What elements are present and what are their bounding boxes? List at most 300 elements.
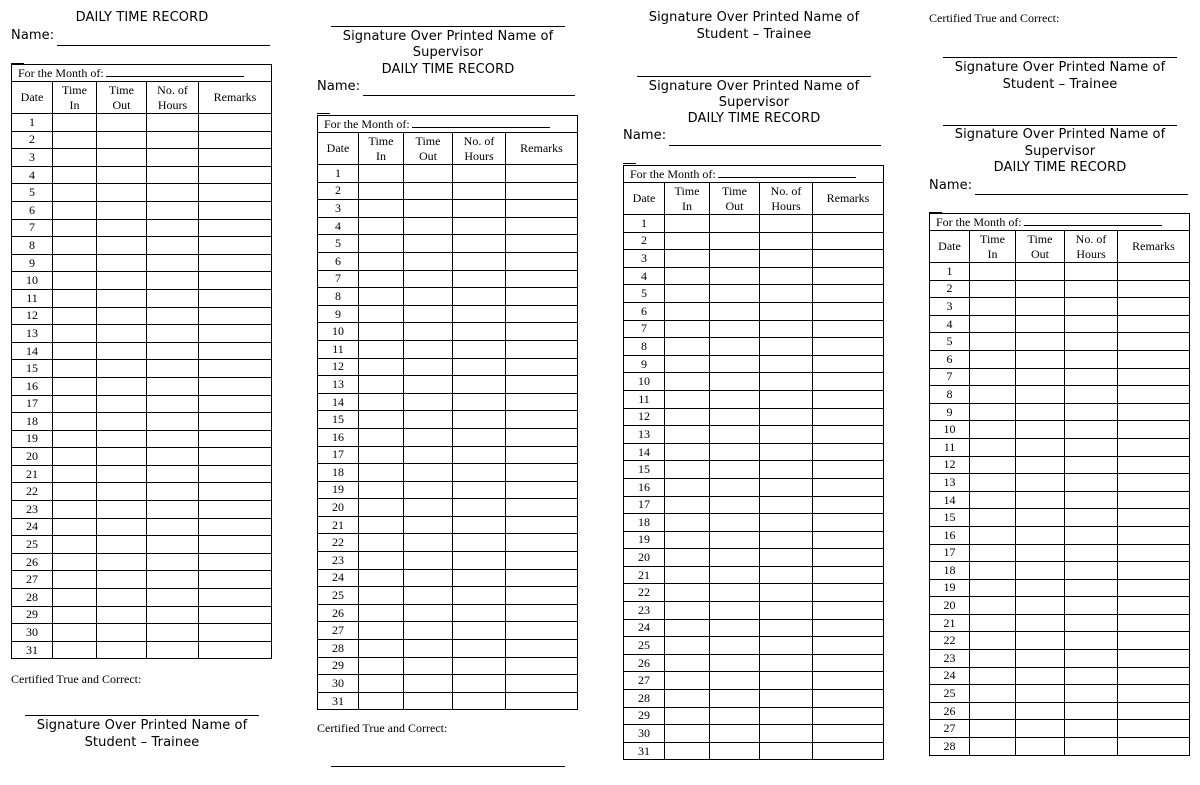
time-in-cell[interactable] bbox=[665, 461, 710, 479]
hours-cell[interactable] bbox=[760, 496, 813, 514]
hours-cell[interactable] bbox=[1065, 298, 1118, 316]
hours-cell[interactable] bbox=[760, 707, 813, 725]
month-field[interactable] bbox=[718, 167, 856, 178]
remarks-cell[interactable] bbox=[813, 338, 884, 356]
time-in-cell[interactable] bbox=[53, 571, 97, 589]
time-in-cell[interactable] bbox=[359, 692, 404, 710]
time-out-cell[interactable] bbox=[404, 217, 453, 235]
hours-cell[interactable] bbox=[1065, 614, 1118, 632]
time-out-cell[interactable] bbox=[710, 443, 760, 461]
remarks-cell[interactable] bbox=[506, 270, 578, 288]
hours-cell[interactable] bbox=[453, 376, 506, 394]
remarks-cell[interactable] bbox=[506, 534, 578, 552]
time-out-cell[interactable] bbox=[97, 589, 147, 607]
time-out-cell[interactable] bbox=[1016, 263, 1065, 281]
hours-cell[interactable] bbox=[147, 307, 199, 325]
time-out-cell[interactable] bbox=[710, 514, 760, 532]
time-out-cell[interactable] bbox=[97, 272, 147, 290]
remarks-cell[interactable] bbox=[813, 672, 884, 690]
hours-cell[interactable] bbox=[760, 320, 813, 338]
remarks-cell[interactable] bbox=[506, 464, 578, 482]
time-in-cell[interactable] bbox=[53, 254, 97, 272]
time-in-cell[interactable] bbox=[53, 413, 97, 431]
time-out-cell[interactable] bbox=[1016, 667, 1065, 685]
signature-line[interactable] bbox=[943, 125, 1177, 126]
hours-cell[interactable] bbox=[760, 338, 813, 356]
hours-cell[interactable] bbox=[760, 725, 813, 743]
time-in-cell[interactable] bbox=[970, 368, 1016, 386]
remarks-cell[interactable] bbox=[1118, 333, 1190, 351]
time-out-cell[interactable] bbox=[97, 131, 147, 149]
time-out-cell[interactable] bbox=[1016, 403, 1065, 421]
time-out-cell[interactable] bbox=[404, 675, 453, 693]
time-out-cell[interactable] bbox=[710, 690, 760, 708]
hours-cell[interactable] bbox=[453, 692, 506, 710]
hours-cell[interactable] bbox=[760, 531, 813, 549]
signature-line[interactable] bbox=[943, 57, 1177, 58]
time-in-cell[interactable] bbox=[665, 637, 710, 655]
remarks-cell[interactable] bbox=[813, 742, 884, 760]
remarks-cell[interactable] bbox=[813, 637, 884, 655]
time-in-cell[interactable] bbox=[359, 499, 404, 517]
time-out-cell[interactable] bbox=[404, 428, 453, 446]
remarks-cell[interactable] bbox=[199, 553, 272, 571]
remarks-cell[interactable] bbox=[1118, 438, 1190, 456]
time-out-cell[interactable] bbox=[97, 483, 147, 501]
remarks-cell[interactable] bbox=[813, 654, 884, 672]
time-out-cell[interactable] bbox=[97, 571, 147, 589]
hours-cell[interactable] bbox=[1065, 368, 1118, 386]
remarks-cell[interactable] bbox=[199, 166, 272, 184]
hours-cell[interactable] bbox=[1065, 526, 1118, 544]
hours-cell[interactable] bbox=[147, 483, 199, 501]
time-in-cell[interactable] bbox=[970, 298, 1016, 316]
remarks-cell[interactable] bbox=[506, 411, 578, 429]
remarks-cell[interactable] bbox=[813, 478, 884, 496]
time-in-cell[interactable] bbox=[665, 320, 710, 338]
time-out-cell[interactable] bbox=[1016, 456, 1065, 474]
remarks-cell[interactable] bbox=[506, 428, 578, 446]
hours-cell[interactable] bbox=[453, 393, 506, 411]
time-in-cell[interactable] bbox=[359, 288, 404, 306]
time-out-cell[interactable] bbox=[1016, 333, 1065, 351]
time-out-cell[interactable] bbox=[404, 165, 453, 183]
time-in-cell[interactable] bbox=[970, 438, 1016, 456]
hours-cell[interactable] bbox=[760, 566, 813, 584]
time-in-cell[interactable] bbox=[359, 235, 404, 253]
hours-cell[interactable] bbox=[147, 536, 199, 554]
time-out-cell[interactable] bbox=[404, 270, 453, 288]
remarks-cell[interactable] bbox=[813, 566, 884, 584]
remarks-cell[interactable] bbox=[199, 149, 272, 167]
time-in-cell[interactable] bbox=[359, 428, 404, 446]
hours-cell[interactable] bbox=[147, 254, 199, 272]
time-out-cell[interactable] bbox=[97, 184, 147, 202]
remarks-cell[interactable] bbox=[813, 707, 884, 725]
remarks-cell[interactable] bbox=[1118, 350, 1190, 368]
time-out-cell[interactable] bbox=[1016, 491, 1065, 509]
remarks-cell[interactable] bbox=[506, 552, 578, 570]
remarks-cell[interactable] bbox=[1118, 738, 1190, 756]
hours-cell[interactable] bbox=[760, 285, 813, 303]
time-out-cell[interactable] bbox=[1016, 562, 1065, 580]
time-out-cell[interactable] bbox=[404, 464, 453, 482]
remarks-cell[interactable] bbox=[506, 182, 578, 200]
time-in-cell[interactable] bbox=[665, 549, 710, 567]
time-out-cell[interactable] bbox=[97, 448, 147, 466]
remarks-cell[interactable] bbox=[813, 496, 884, 514]
time-out-cell[interactable] bbox=[1016, 597, 1065, 615]
hours-cell[interactable] bbox=[760, 619, 813, 637]
hours-cell[interactable] bbox=[760, 426, 813, 444]
hours-cell[interactable] bbox=[147, 289, 199, 307]
hours-cell[interactable] bbox=[147, 553, 199, 571]
time-out-cell[interactable] bbox=[97, 377, 147, 395]
remarks-cell[interactable] bbox=[199, 606, 272, 624]
time-in-cell[interactable] bbox=[53, 149, 97, 167]
time-out-cell[interactable] bbox=[404, 622, 453, 640]
hours-cell[interactable] bbox=[147, 395, 199, 413]
hours-cell[interactable] bbox=[147, 448, 199, 466]
time-in-cell[interactable] bbox=[665, 602, 710, 620]
time-out-cell[interactable] bbox=[97, 641, 147, 659]
remarks-cell[interactable] bbox=[1118, 386, 1190, 404]
time-in-cell[interactable] bbox=[970, 491, 1016, 509]
remarks-cell[interactable] bbox=[813, 619, 884, 637]
signature-line[interactable] bbox=[331, 766, 565, 767]
time-in-cell[interactable] bbox=[359, 358, 404, 376]
time-in-cell[interactable] bbox=[970, 667, 1016, 685]
time-in-cell[interactable] bbox=[53, 606, 97, 624]
time-out-cell[interactable] bbox=[1016, 544, 1065, 562]
remarks-cell[interactable] bbox=[506, 235, 578, 253]
hours-cell[interactable] bbox=[1065, 491, 1118, 509]
time-out-cell[interactable] bbox=[710, 531, 760, 549]
time-in-cell[interactable] bbox=[359, 393, 404, 411]
time-in-cell[interactable] bbox=[970, 720, 1016, 738]
time-in-cell[interactable] bbox=[665, 566, 710, 584]
remarks-cell[interactable] bbox=[199, 483, 272, 501]
time-in-cell[interactable] bbox=[665, 496, 710, 514]
time-out-cell[interactable] bbox=[1016, 685, 1065, 703]
signature-line[interactable] bbox=[331, 26, 565, 27]
remarks-cell[interactable] bbox=[199, 624, 272, 642]
time-out-cell[interactable] bbox=[1016, 614, 1065, 632]
time-out-cell[interactable] bbox=[97, 289, 147, 307]
hours-cell[interactable] bbox=[1065, 720, 1118, 738]
time-in-cell[interactable] bbox=[359, 200, 404, 218]
remarks-cell[interactable] bbox=[199, 307, 272, 325]
hours-cell[interactable] bbox=[760, 232, 813, 250]
remarks-cell[interactable] bbox=[506, 358, 578, 376]
time-in-cell[interactable] bbox=[53, 589, 97, 607]
remarks-cell[interactable] bbox=[1118, 544, 1190, 562]
time-in-cell[interactable] bbox=[665, 707, 710, 725]
time-in-cell[interactable] bbox=[359, 534, 404, 552]
hours-cell[interactable] bbox=[453, 604, 506, 622]
hours-cell[interactable] bbox=[147, 219, 199, 237]
hours-cell[interactable] bbox=[760, 302, 813, 320]
remarks-cell[interactable] bbox=[506, 200, 578, 218]
remarks-cell[interactable] bbox=[813, 232, 884, 250]
remarks-cell[interactable] bbox=[506, 692, 578, 710]
remarks-cell[interactable] bbox=[506, 604, 578, 622]
remarks-cell[interactable] bbox=[813, 602, 884, 620]
time-out-cell[interactable] bbox=[97, 360, 147, 378]
hours-cell[interactable] bbox=[147, 360, 199, 378]
time-in-cell[interactable] bbox=[970, 614, 1016, 632]
time-out-cell[interactable] bbox=[404, 516, 453, 534]
time-out-cell[interactable] bbox=[97, 395, 147, 413]
time-out-cell[interactable] bbox=[97, 536, 147, 554]
time-in-cell[interactable] bbox=[970, 263, 1016, 281]
time-in-cell[interactable] bbox=[53, 201, 97, 219]
remarks-cell[interactable] bbox=[199, 395, 272, 413]
hours-cell[interactable] bbox=[1065, 403, 1118, 421]
time-in-cell[interactable] bbox=[359, 657, 404, 675]
time-out-cell[interactable] bbox=[97, 342, 147, 360]
remarks-cell[interactable] bbox=[199, 413, 272, 431]
time-out-cell[interactable] bbox=[97, 518, 147, 536]
time-in-cell[interactable] bbox=[359, 376, 404, 394]
hours-cell[interactable] bbox=[453, 657, 506, 675]
hours-cell[interactable] bbox=[453, 217, 506, 235]
hours-cell[interactable] bbox=[453, 288, 506, 306]
time-out-cell[interactable] bbox=[404, 305, 453, 323]
time-in-cell[interactable] bbox=[359, 217, 404, 235]
hours-cell[interactable] bbox=[760, 690, 813, 708]
time-out-cell[interactable] bbox=[1016, 421, 1065, 439]
time-in-cell[interactable] bbox=[970, 421, 1016, 439]
time-out-cell[interactable] bbox=[710, 619, 760, 637]
time-in-cell[interactable] bbox=[665, 426, 710, 444]
time-out-cell[interactable] bbox=[710, 267, 760, 285]
hours-cell[interactable] bbox=[1065, 474, 1118, 492]
time-out-cell[interactable] bbox=[710, 584, 760, 602]
time-out-cell[interactable] bbox=[710, 390, 760, 408]
remarks-cell[interactable] bbox=[199, 536, 272, 554]
remarks-cell[interactable] bbox=[1118, 526, 1190, 544]
time-in-cell[interactable] bbox=[665, 373, 710, 391]
remarks-cell[interactable] bbox=[199, 131, 272, 149]
hours-cell[interactable] bbox=[760, 215, 813, 233]
time-in-cell[interactable] bbox=[665, 654, 710, 672]
hours-cell[interactable] bbox=[453, 200, 506, 218]
time-out-cell[interactable] bbox=[404, 657, 453, 675]
time-out-cell[interactable] bbox=[404, 640, 453, 658]
hours-cell[interactable] bbox=[147, 501, 199, 519]
time-in-cell[interactable] bbox=[359, 604, 404, 622]
time-out-cell[interactable] bbox=[97, 237, 147, 255]
remarks-cell[interactable] bbox=[506, 217, 578, 235]
time-out-cell[interactable] bbox=[710, 408, 760, 426]
hours-cell[interactable] bbox=[453, 270, 506, 288]
time-out-cell[interactable] bbox=[404, 200, 453, 218]
hours-cell[interactable] bbox=[147, 377, 199, 395]
time-out-cell[interactable] bbox=[710, 496, 760, 514]
hours-cell[interactable] bbox=[1065, 280, 1118, 298]
time-in-cell[interactable] bbox=[359, 481, 404, 499]
time-out-cell[interactable] bbox=[97, 149, 147, 167]
time-in-cell[interactable] bbox=[970, 526, 1016, 544]
time-in-cell[interactable] bbox=[970, 456, 1016, 474]
time-out-cell[interactable] bbox=[1016, 509, 1065, 527]
time-in-cell[interactable] bbox=[665, 690, 710, 708]
remarks-cell[interactable] bbox=[1118, 263, 1190, 281]
remarks-cell[interactable] bbox=[199, 571, 272, 589]
hours-cell[interactable] bbox=[453, 552, 506, 570]
hours-cell[interactable] bbox=[760, 373, 813, 391]
hours-cell[interactable] bbox=[147, 465, 199, 483]
time-out-cell[interactable] bbox=[710, 654, 760, 672]
hours-cell[interactable] bbox=[1065, 350, 1118, 368]
remarks-cell[interactable] bbox=[506, 481, 578, 499]
time-out-cell[interactable] bbox=[1016, 526, 1065, 544]
time-out-cell[interactable] bbox=[404, 252, 453, 270]
hours-cell[interactable] bbox=[453, 305, 506, 323]
hours-cell[interactable] bbox=[147, 184, 199, 202]
time-out-cell[interactable] bbox=[710, 637, 760, 655]
time-out-cell[interactable] bbox=[1016, 386, 1065, 404]
remarks-cell[interactable] bbox=[199, 237, 272, 255]
remarks-cell[interactable] bbox=[506, 376, 578, 394]
remarks-cell[interactable] bbox=[199, 272, 272, 290]
time-in-cell[interactable] bbox=[53, 483, 97, 501]
time-out-cell[interactable] bbox=[97, 166, 147, 184]
time-in-cell[interactable] bbox=[970, 738, 1016, 756]
signature-line[interactable] bbox=[637, 76, 871, 77]
hours-cell[interactable] bbox=[453, 358, 506, 376]
remarks-cell[interactable] bbox=[506, 393, 578, 411]
time-in-cell[interactable] bbox=[970, 685, 1016, 703]
hours-cell[interactable] bbox=[453, 182, 506, 200]
time-out-cell[interactable] bbox=[710, 566, 760, 584]
time-in-cell[interactable] bbox=[53, 360, 97, 378]
time-in-cell[interactable] bbox=[53, 114, 97, 132]
remarks-cell[interactable] bbox=[813, 531, 884, 549]
time-in-cell[interactable] bbox=[970, 544, 1016, 562]
hours-cell[interactable] bbox=[147, 641, 199, 659]
time-out-cell[interactable] bbox=[404, 446, 453, 464]
time-in-cell[interactable] bbox=[359, 622, 404, 640]
time-in-cell[interactable] bbox=[359, 165, 404, 183]
hours-cell[interactable] bbox=[760, 408, 813, 426]
time-out-cell[interactable] bbox=[1016, 474, 1065, 492]
time-in-cell[interactable] bbox=[53, 465, 97, 483]
hours-cell[interactable] bbox=[760, 654, 813, 672]
signature-line[interactable] bbox=[25, 715, 259, 716]
time-out-cell[interactable] bbox=[710, 285, 760, 303]
remarks-cell[interactable] bbox=[1118, 685, 1190, 703]
time-in-cell[interactable] bbox=[970, 562, 1016, 580]
hours-cell[interactable] bbox=[760, 584, 813, 602]
time-in-cell[interactable] bbox=[53, 342, 97, 360]
time-out-cell[interactable] bbox=[710, 373, 760, 391]
hours-cell[interactable] bbox=[1065, 386, 1118, 404]
hours-cell[interactable] bbox=[1065, 650, 1118, 668]
remarks-cell[interactable] bbox=[199, 325, 272, 343]
hours-cell[interactable] bbox=[147, 166, 199, 184]
month-row[interactable] bbox=[624, 166, 884, 183]
remarks-cell[interactable] bbox=[1118, 720, 1190, 738]
time-in-cell[interactable] bbox=[359, 323, 404, 341]
remarks-cell[interactable] bbox=[506, 323, 578, 341]
remarks-cell[interactable] bbox=[1118, 368, 1190, 386]
hours-cell[interactable] bbox=[147, 342, 199, 360]
time-in-cell[interactable] bbox=[359, 252, 404, 270]
time-out-cell[interactable] bbox=[97, 413, 147, 431]
time-in-cell[interactable] bbox=[53, 641, 97, 659]
remarks-cell[interactable] bbox=[813, 514, 884, 532]
time-out-cell[interactable] bbox=[97, 553, 147, 571]
remarks-cell[interactable] bbox=[506, 657, 578, 675]
hours-cell[interactable] bbox=[147, 606, 199, 624]
remarks-cell[interactable] bbox=[1118, 474, 1190, 492]
time-in-cell[interactable] bbox=[359, 411, 404, 429]
time-in-cell[interactable] bbox=[359, 587, 404, 605]
hours-cell[interactable] bbox=[1065, 597, 1118, 615]
time-in-cell[interactable] bbox=[665, 215, 710, 233]
time-in-cell[interactable] bbox=[53, 166, 97, 184]
time-out-cell[interactable] bbox=[710, 320, 760, 338]
time-in-cell[interactable] bbox=[53, 501, 97, 519]
time-in-cell[interactable] bbox=[665, 285, 710, 303]
hours-cell[interactable] bbox=[760, 461, 813, 479]
remarks-cell[interactable] bbox=[199, 448, 272, 466]
hours-cell[interactable] bbox=[147, 201, 199, 219]
remarks-cell[interactable] bbox=[199, 501, 272, 519]
time-out-cell[interactable] bbox=[1016, 438, 1065, 456]
hours-cell[interactable] bbox=[760, 672, 813, 690]
time-out-cell[interactable] bbox=[97, 624, 147, 642]
remarks-cell[interactable] bbox=[813, 549, 884, 567]
hours-cell[interactable] bbox=[453, 675, 506, 693]
hours-cell[interactable] bbox=[1065, 685, 1118, 703]
hours-cell[interactable] bbox=[760, 390, 813, 408]
time-in-cell[interactable] bbox=[665, 355, 710, 373]
remarks-cell[interactable] bbox=[813, 426, 884, 444]
hours-cell[interactable] bbox=[453, 428, 506, 446]
remarks-cell[interactable] bbox=[813, 584, 884, 602]
time-in-cell[interactable] bbox=[53, 325, 97, 343]
month-row[interactable] bbox=[930, 214, 1190, 231]
hours-cell[interactable] bbox=[1065, 509, 1118, 527]
time-out-cell[interactable] bbox=[404, 534, 453, 552]
time-in-cell[interactable] bbox=[665, 584, 710, 602]
hours-cell[interactable] bbox=[453, 640, 506, 658]
time-out-cell[interactable] bbox=[97, 307, 147, 325]
time-in-cell[interactable] bbox=[665, 408, 710, 426]
time-out-cell[interactable] bbox=[404, 393, 453, 411]
remarks-cell[interactable] bbox=[506, 340, 578, 358]
month-field[interactable] bbox=[412, 117, 550, 128]
time-in-cell[interactable] bbox=[665, 302, 710, 320]
time-out-cell[interactable] bbox=[710, 250, 760, 268]
remarks-cell[interactable] bbox=[813, 373, 884, 391]
time-in-cell[interactable] bbox=[359, 464, 404, 482]
remarks-cell[interactable] bbox=[199, 289, 272, 307]
time-in-cell[interactable] bbox=[359, 270, 404, 288]
time-in-cell[interactable] bbox=[53, 624, 97, 642]
time-in-cell[interactable] bbox=[359, 305, 404, 323]
hours-cell[interactable] bbox=[1065, 333, 1118, 351]
remarks-cell[interactable] bbox=[506, 675, 578, 693]
time-in-cell[interactable] bbox=[359, 182, 404, 200]
time-out-cell[interactable] bbox=[710, 461, 760, 479]
time-in-cell[interactable] bbox=[970, 702, 1016, 720]
time-out-cell[interactable] bbox=[404, 552, 453, 570]
hours-cell[interactable] bbox=[147, 325, 199, 343]
